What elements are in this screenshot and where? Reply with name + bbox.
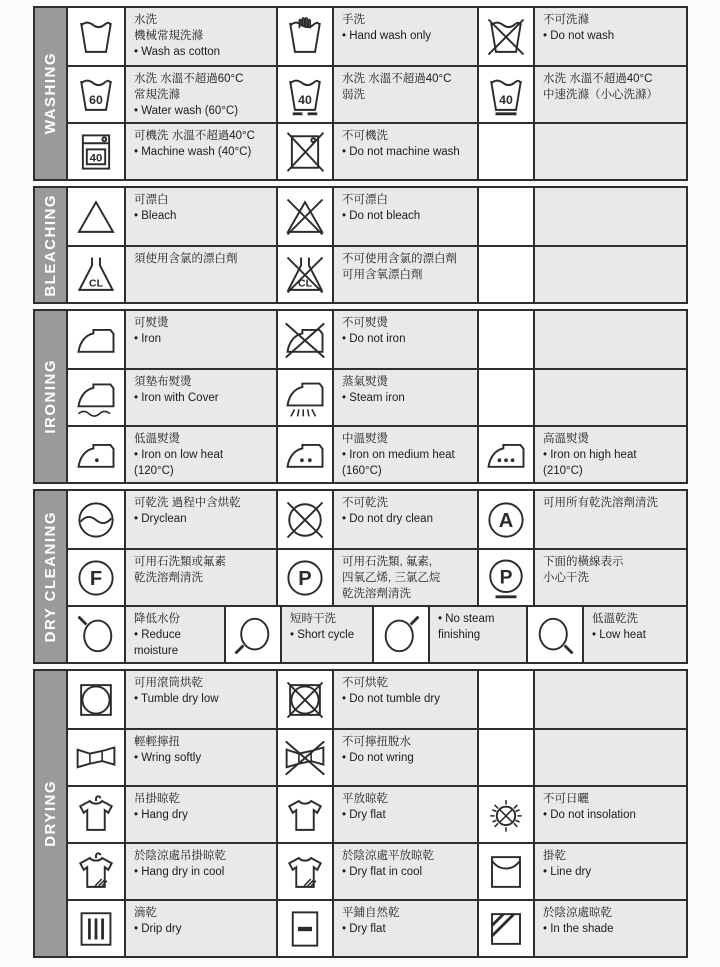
description-line: 不可機洗: [342, 130, 388, 142]
reduce-moisture-symbol-cell: [68, 607, 124, 662]
description-line: • Reduce: [134, 628, 181, 641]
svg-text:60: 60: [89, 92, 103, 107]
line-dry-symbol-cell: [477, 844, 533, 899]
description-cell: [332, 370, 477, 425]
description-cell: [533, 370, 686, 425]
empty-symbol-cell: [477, 124, 533, 179]
description-cell: [124, 730, 276, 785]
description-cell: [124, 671, 276, 728]
description-line: 小心干洗: [543, 571, 589, 584]
description-line: 不可擰扭脫水: [342, 736, 411, 748]
do-not-dryclean-symbol-cell: [276, 491, 332, 548]
description-line: (160°C): [342, 464, 382, 477]
do-not-wash-icon: [485, 16, 527, 58]
description-line: 低溫乾洗: [592, 613, 638, 625]
empty-symbol-cell: [477, 247, 533, 302]
care-row: [68, 245, 686, 302]
empty-symbol-cell: [477, 311, 533, 368]
dryclean-symbol-cell: [68, 491, 124, 548]
description-line: 於陰涼處晾乾: [543, 907, 612, 919]
do-not-iron-icon: [284, 319, 326, 361]
low-heat-dryclean-symbol-cell: [526, 607, 582, 662]
description-line: 降低水份: [134, 613, 180, 625]
line-dry-icon: [485, 851, 527, 893]
care-row: [68, 605, 686, 662]
description-line: 可用含氧漂白劑: [342, 268, 423, 281]
iron-high-icon: [485, 434, 527, 476]
description-line: • Do not dry clean: [342, 512, 433, 525]
description-line: 常規洗滌: [134, 88, 180, 101]
do-not-iron-symbol-cell: [276, 311, 332, 368]
description-line: 可乾洗 過程中含烘乾: [134, 497, 241, 509]
hang-dry-shade-symbol-cell: [68, 844, 124, 899]
description-line: 可用石洗類, 氟素,: [342, 556, 433, 568]
description-line: • Hang dry in cool: [134, 865, 225, 878]
dry-flat-shirt-icon: [284, 794, 326, 836]
chlorine-bleach-icon: [75, 254, 117, 296]
empty-symbol-cell: [477, 370, 533, 425]
iron-with-cover-symbol-cell: [68, 370, 124, 425]
wring-softly-symbol-cell: [68, 730, 124, 785]
description-line: 於陰涼處吊掛晾乾: [134, 850, 226, 862]
description-line: • Machine wash (40°C): [134, 145, 252, 158]
description-line: 水洗 水溫不超過40°C: [543, 73, 653, 85]
description-line: • Drip dry: [134, 922, 182, 935]
machine-wash-40-icon: [75, 131, 117, 173]
description-line: • Low heat: [592, 628, 646, 641]
description-line: 於陰涼處平放晾乾: [342, 850, 434, 862]
chlorine-bleach-symbol-cell: [68, 247, 124, 302]
drip-dry-icon: [75, 908, 117, 950]
reduce-moisture-icon: [75, 614, 117, 656]
description-cell: [124, 901, 276, 956]
description-line: • Iron with Cover: [134, 391, 219, 404]
dry-flat-shade-symbol-cell: [276, 844, 332, 899]
svg-text:F: F: [89, 567, 103, 590]
description-cell: [332, 550, 477, 605]
section-label-dry-cleaning: DRY CLEANING: [42, 510, 59, 643]
do-not-bleach-symbol-cell: [276, 188, 332, 245]
description-line: • Do not tumble dry: [342, 692, 440, 705]
description-line: • Dry flat in cool: [342, 865, 423, 878]
dryclean-a-icon: [485, 499, 527, 541]
description-line: • Short cycle: [290, 628, 355, 641]
description-cell: [533, 427, 686, 482]
description-line: 可熨燙: [134, 317, 169, 329]
section-label-ironing: IRONING: [42, 359, 59, 434]
description-cell: [332, 671, 477, 728]
description-line: (120°C): [134, 464, 174, 477]
description-line: • Tumble dry low: [134, 692, 219, 705]
description-line: • Iron on low heat: [134, 448, 224, 461]
description-line: • Hang dry: [134, 808, 188, 821]
description-line: 輕輕擰扭: [134, 736, 180, 748]
short-cycle-symbol-cell: [224, 607, 280, 662]
dry-in-shade-symbol-cell: [477, 901, 533, 956]
do-not-dryclean-icon: [284, 499, 326, 541]
machine-wash-40-symbol-cell: [68, 124, 124, 179]
low-heat-dryclean-icon: [534, 614, 576, 656]
description-line: • Do not insolation: [543, 808, 636, 821]
section-sidebar-drying: [35, 671, 68, 956]
dryclean-f-symbol-cell: [68, 550, 124, 605]
wash-60-symbol-cell: [68, 67, 124, 122]
wring-softly-icon: [75, 737, 117, 779]
dryclean-p-symbol-cell: [276, 550, 332, 605]
iron-low-icon: [75, 434, 117, 476]
description-cell: [533, 311, 686, 368]
description-line: • Do not iron: [342, 332, 406, 345]
description-line: 不可使用含氯的漂白劑: [342, 253, 457, 265]
description-line: 中速洗滌（小心洗滌）: [543, 88, 658, 101]
dry-flat-bar-icon: [284, 908, 326, 950]
care-row: [68, 785, 686, 842]
description-line: 下面的橫線表示: [543, 556, 624, 568]
do-not-wring-icon: [284, 737, 326, 779]
description-cell: [332, 427, 477, 482]
description-line: 滴乾: [134, 907, 157, 919]
description-line: 不可漂白: [342, 194, 388, 206]
description-line: moisture: [134, 644, 179, 657]
description-line: 不可洗滌: [543, 14, 589, 26]
section-washing: [33, 6, 688, 181]
description-line: • Dry flat: [342, 808, 386, 821]
description-line: 低溫熨燙: [134, 433, 180, 445]
wash-40-medium-symbol-cell: [477, 67, 533, 122]
description-cell: [332, 188, 477, 245]
description-cell: [124, 67, 276, 122]
do-not-wring-symbol-cell: [276, 730, 332, 785]
description-line: 水洗 水溫不超過60°C: [134, 73, 244, 85]
description-line: 可用滾筒烘乾: [134, 677, 203, 689]
iron-with-cover-icon: [75, 377, 117, 419]
description-line: • Iron on high heat: [543, 448, 637, 461]
svg-text:40: 40: [298, 92, 312, 107]
description-cell: [582, 607, 686, 662]
tumble-dry-symbol-cell: [68, 671, 124, 728]
hand-wash-icon: [284, 16, 326, 58]
empty-symbol-cell: [477, 188, 533, 245]
iron-symbol-cell: [68, 311, 124, 368]
care-row: [68, 8, 686, 65]
description-cell: [280, 607, 372, 662]
description-cell: [124, 247, 276, 302]
section-ironing: [33, 309, 688, 484]
description-line: • Line dry: [543, 865, 592, 878]
dryclean-p-gentle-symbol-cell: [477, 550, 533, 605]
section-dry-cleaning: [33, 489, 688, 664]
description-line: 須使用含氯的漂白劑: [134, 253, 238, 265]
description-line: 須墊布熨燙: [134, 376, 192, 388]
no-chlorine-bleach-icon: [284, 254, 326, 296]
svg-text:A: A: [498, 509, 514, 532]
description-cell: [332, 124, 477, 179]
description-cell: [428, 607, 526, 662]
hand-wash-symbol-cell: [276, 8, 332, 65]
description-cell: [124, 607, 224, 662]
do-not-wash-symbol-cell: [477, 8, 533, 65]
bleach-symbol-cell: [68, 188, 124, 245]
section-label-drying: DRYING: [42, 780, 59, 847]
description-line: • Iron on medium heat: [342, 448, 455, 461]
care-row: [68, 899, 686, 956]
section-bleaching: [33, 186, 688, 304]
description-line: • Do not wring: [342, 751, 414, 764]
description-cell: [124, 124, 276, 179]
description-cell: [124, 844, 276, 899]
description-line: (210°C): [543, 464, 583, 477]
care-row: [68, 842, 686, 899]
description-line: • Water wash (60°C): [134, 104, 239, 117]
description-line: • Wash as cotton: [134, 45, 221, 58]
description-line: 可用石洗類或氟素: [134, 556, 226, 568]
svg-text:40: 40: [499, 92, 513, 107]
description-line: 掛乾: [543, 850, 566, 862]
dryclean-p-icon: [284, 557, 326, 599]
wash-40-medium-icon: [485, 74, 527, 116]
description-line: • Do not wash: [543, 29, 615, 42]
do-not-bleach-icon: [284, 196, 326, 238]
description-line: • In the shade: [543, 922, 614, 935]
description-line: 水洗 水溫不超過40°C: [342, 73, 452, 85]
care-row: [68, 188, 686, 245]
dry-flat-shirt-symbol-cell: [276, 787, 332, 842]
description-line: 中溫熨燙: [342, 433, 388, 445]
description-cell: [124, 787, 276, 842]
description-cell: [332, 844, 477, 899]
description-cell: [124, 370, 276, 425]
hang-dry-shade-icon: [75, 851, 117, 893]
description-line: • Do not bleach: [342, 209, 421, 222]
description-line: 不可日曬: [543, 793, 589, 805]
do-not-machine-wash-symbol-cell: [276, 124, 332, 179]
care-row: [68, 368, 686, 425]
description-line: 短時干洗: [290, 613, 336, 625]
description-line: 不可烘乾: [342, 677, 388, 689]
description-line: 弱洗: [342, 88, 365, 101]
description-cell: [332, 787, 477, 842]
tumble-dry-icon: [75, 679, 117, 721]
description-cell: [533, 8, 686, 65]
description-line: 可機洗 水溫不超過40°C: [134, 130, 255, 142]
dry-in-shade-icon: [485, 908, 527, 950]
description-cell: [533, 247, 686, 302]
description-cell: [124, 550, 276, 605]
section-label-bleaching: BLEACHING: [42, 193, 59, 297]
care-row: [68, 728, 686, 785]
description-cell: [124, 311, 276, 368]
care-row: [68, 311, 686, 368]
description-line: 平鋪自然乾: [342, 907, 400, 919]
care-row: [68, 65, 686, 122]
care-row: [68, 671, 686, 728]
iron-high-symbol-cell: [477, 427, 533, 482]
description-line: 不可熨燙: [342, 317, 388, 329]
dry-flat-bar-symbol-cell: [276, 901, 332, 956]
description-line: • Hand wash only: [342, 29, 432, 42]
care-row: [68, 491, 686, 548]
dryclean-a-symbol-cell: [477, 491, 533, 548]
description-line: 水洗: [134, 14, 157, 26]
hang-dry-icon: [75, 794, 117, 836]
description-line: 可用所有乾洗溶劑清洗: [543, 497, 658, 509]
description-cell: [533, 787, 686, 842]
do-not-tumble-dry-symbol-cell: [276, 671, 332, 728]
do-not-machine-wash-icon: [284, 131, 326, 173]
iron-icon: [75, 319, 117, 361]
iron-medium-icon: [284, 434, 326, 476]
description-cell: [332, 67, 477, 122]
do-not-tumble-dry-icon: [284, 679, 326, 721]
section-sidebar-washing: [35, 8, 68, 179]
description-cell: [533, 188, 686, 245]
iron-low-symbol-cell: [68, 427, 124, 482]
wash-40-mild-symbol-cell: [276, 67, 332, 122]
description-line: • Dryclean: [134, 512, 187, 525]
description-cell: [124, 427, 276, 482]
description-line: • No steam: [438, 613, 495, 625]
drip-dry-symbol-cell: [68, 901, 124, 956]
description-line: 乾洗溶劑清洗: [342, 587, 411, 600]
description-cell: [533, 671, 686, 728]
description-cell: [332, 491, 477, 548]
section-drying: [33, 669, 688, 958]
care-row: [68, 548, 686, 605]
description-cell: [332, 730, 477, 785]
wash-40-mild-icon: [284, 74, 326, 116]
svg-text:40: 40: [89, 152, 103, 165]
no-steam-finishing-icon: [380, 614, 422, 656]
description-cell: [332, 247, 477, 302]
description-cell: [124, 8, 276, 65]
no-chlorine-bleach-symbol-cell: [276, 247, 332, 302]
empty-symbol-cell: [477, 730, 533, 785]
no-sun-icon: [485, 794, 527, 836]
empty-symbol-cell: [477, 671, 533, 728]
description-line: 高溫熨燙: [543, 433, 589, 445]
description-line: 手洗: [342, 14, 365, 26]
description-line: • Dry flat: [342, 922, 386, 935]
description-line: 蒸氣熨燙: [342, 376, 388, 388]
care-row: [68, 425, 686, 482]
description-cell: [533, 844, 686, 899]
svg-text:CL: CL: [89, 276, 103, 289]
description-cell: [533, 901, 686, 956]
dry-flat-shade-icon: [284, 851, 326, 893]
description-cell: [332, 901, 477, 956]
description-cell: [533, 124, 686, 179]
description-line: 平放晾乾: [342, 793, 388, 805]
hang-dry-symbol-cell: [68, 787, 124, 842]
steam-iron-symbol-cell: [276, 370, 332, 425]
description-line: 不可乾洗: [342, 497, 388, 509]
description-cell: [533, 67, 686, 122]
no-steam-finishing-symbol-cell: [372, 607, 428, 662]
wash-tub-icon: [75, 16, 117, 58]
description-cell: [332, 311, 477, 368]
description-cell: [332, 8, 477, 65]
steam-iron-icon: [284, 377, 326, 419]
svg-text:CL: CL: [298, 276, 312, 289]
dryclean-p-gentle-icon: [485, 557, 527, 599]
description-cell: [533, 491, 686, 548]
svg-text:P: P: [298, 567, 312, 590]
no-sun-symbol-cell: [477, 787, 533, 842]
description-cell: [124, 491, 276, 548]
svg-text:P: P: [499, 566, 513, 588]
description-line: 四氧乙烯, 三氯乙烷: [342, 571, 441, 584]
description-line: • Bleach: [134, 209, 177, 222]
section-sidebar-ironing: [35, 311, 68, 482]
description-cell: [124, 188, 276, 245]
iron-medium-symbol-cell: [276, 427, 332, 482]
section-sidebar-dry-cleaning: [35, 491, 68, 662]
section-sidebar-bleaching: [35, 188, 68, 302]
wash-tub-symbol-cell: [68, 8, 124, 65]
description-cell: [533, 730, 686, 785]
description-line: 吊掛晾乾: [134, 793, 180, 805]
description-line: 乾洗溶劑清洗: [134, 571, 203, 584]
dryclean-f-icon: [75, 557, 117, 599]
description-line: • Iron: [134, 332, 162, 345]
section-label-washing: WASHING: [42, 52, 59, 135]
description-line: • Steam iron: [342, 391, 405, 404]
bleach-icon: [75, 196, 117, 238]
dryclean-icon: [75, 499, 117, 541]
short-cycle-icon: [232, 614, 274, 656]
description-line: 可漂白: [134, 194, 169, 206]
care-row: [68, 122, 686, 179]
description-cell: [533, 550, 686, 605]
wash-60-icon: [75, 74, 117, 116]
description-line: • Do not machine wash: [342, 145, 460, 158]
description-line: 機械常規洗滌: [134, 29, 203, 42]
description-line: finishing: [438, 628, 481, 641]
description-line: • Wring softly: [134, 751, 202, 764]
